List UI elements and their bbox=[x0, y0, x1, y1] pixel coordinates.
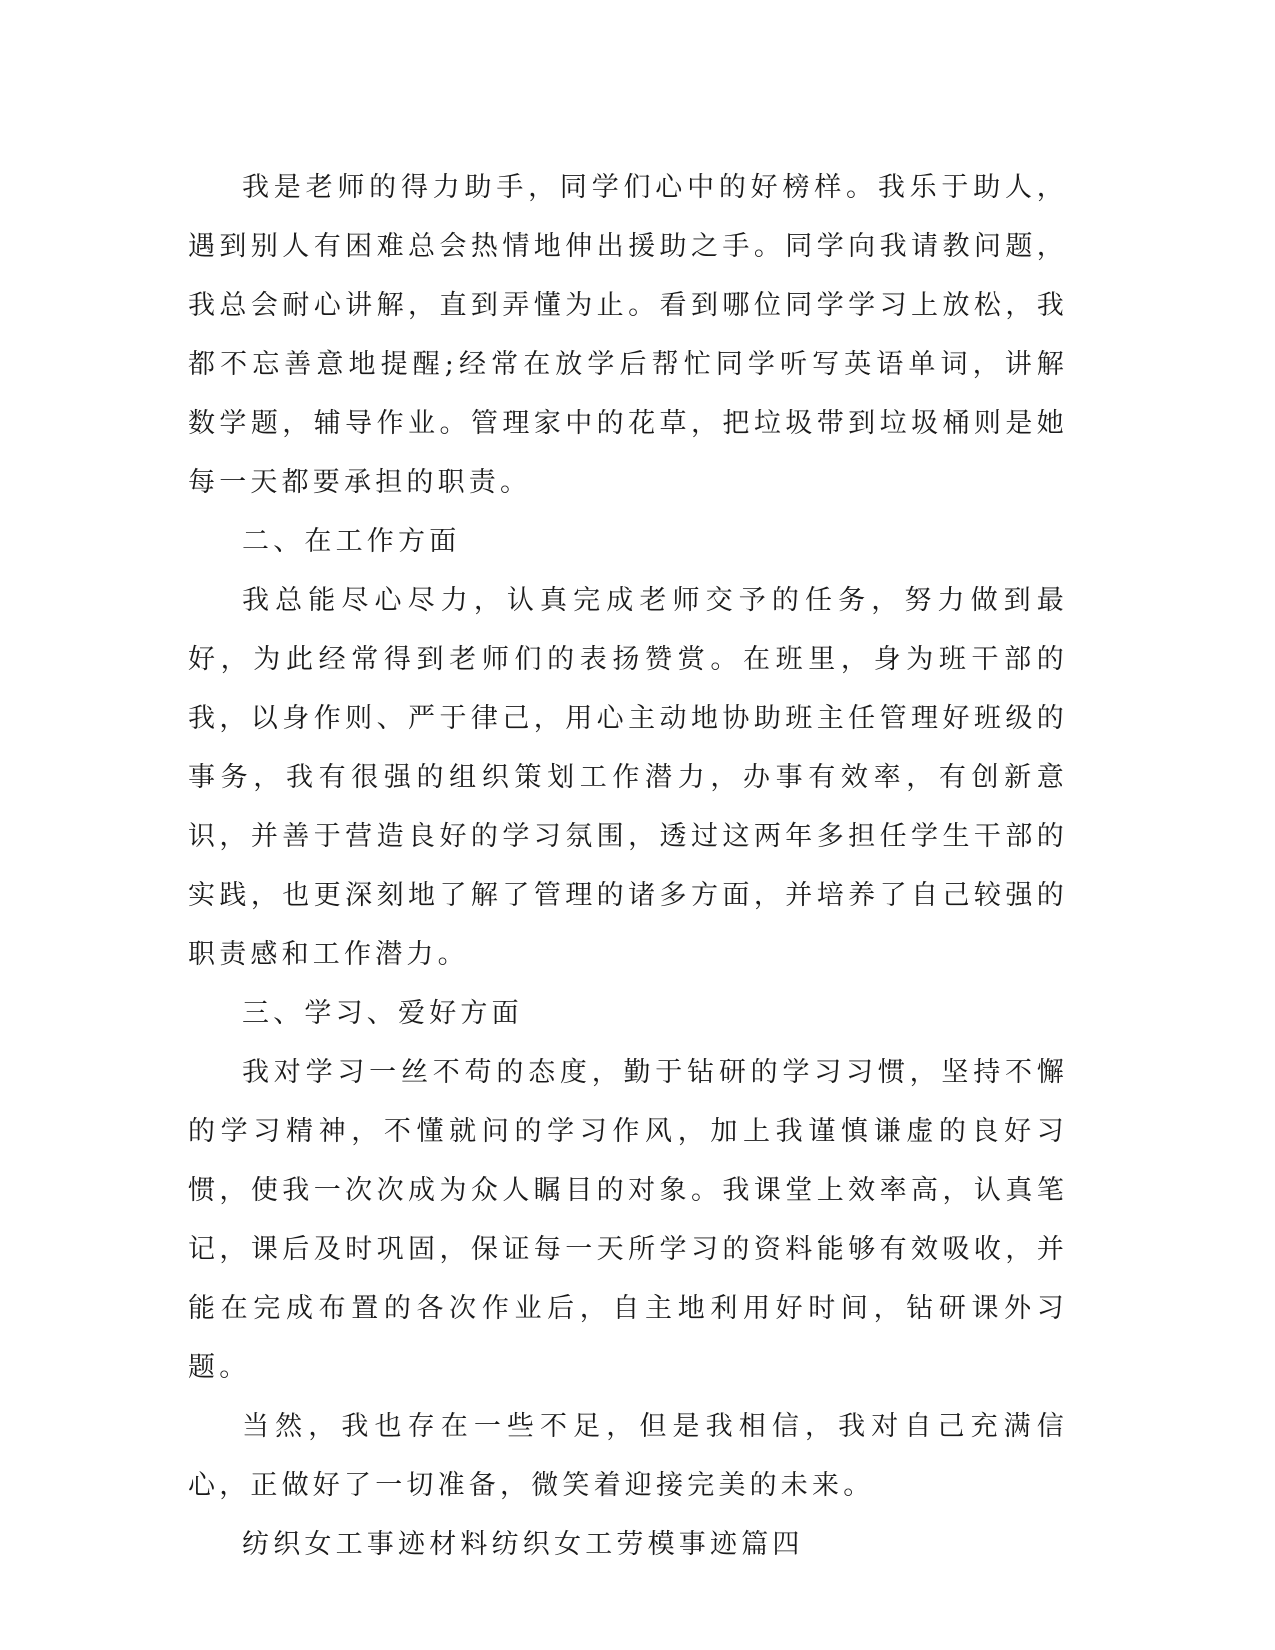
article-title-part-four: 纺织女工事迹材料纺织女工劳模事迹篇四 bbox=[242, 1529, 804, 1560]
paragraph-work: 我总能尽心尽力，认真完成老师交予的任务，努力做到最好，为此经常得到老师们的表扬赞赏。在班里，身为班干部的我，以身作则、严于律己，用心主动地协助班主任管理好班级的事务，我有很强的组织策划工作潜力，办事有效率，有创新意识，并善于营造良好的学习氛围，透过这两年多担任学生干部的实践，也更深刻地了解了管理的诸多方面，并培养了自己较强的职责感和工作潜力。 bbox=[188, 585, 1068, 970]
section-heading-work: 二、在工作方面 bbox=[242, 526, 461, 557]
paragraph-study: 我对学习一丝不苟的态度，勤于钻研的学习习惯，坚持不懈的学习精神，不懂就问的学习作风，加上我谨慎谦虚的良好习惯，使我一次次成为众人瞩目的对象。我课堂上效率高，认真笔记，课后及时巩固，保证每一天所学习的资料能够有效吸收，并能在完成布置的各次作业后，自主地利用好时间，钻研课外习题。 bbox=[188, 1057, 1068, 1383]
section-heading-study: 三、学习、爱好方面 bbox=[242, 998, 523, 1029]
document-body bbox=[188, 158, 1068, 1574]
paragraph-conclusion: 当然，我也存在一些不足，但是我相信，我对自己充满信心，正做好了一切准备，微笑着迎接完美的未来。 bbox=[188, 1411, 1068, 1501]
paragraph-helper: 我是老师的得力助手，同学们心中的好榜样。我乐于助人，遇到别人有困难总会热情地伸出援助之手。同学向我请教问题，我总会耐心讲解，直到弄懂为止。看到哪位同学学习上放松，我都不忘善意地提醒;经常在放学后帮忙同学听写英语单词，讲解数学题，辅导作业。管理家中的花草，把垃圾带到垃圾桶则是她每一天都要承担的职责。 bbox=[188, 172, 1068, 498]
